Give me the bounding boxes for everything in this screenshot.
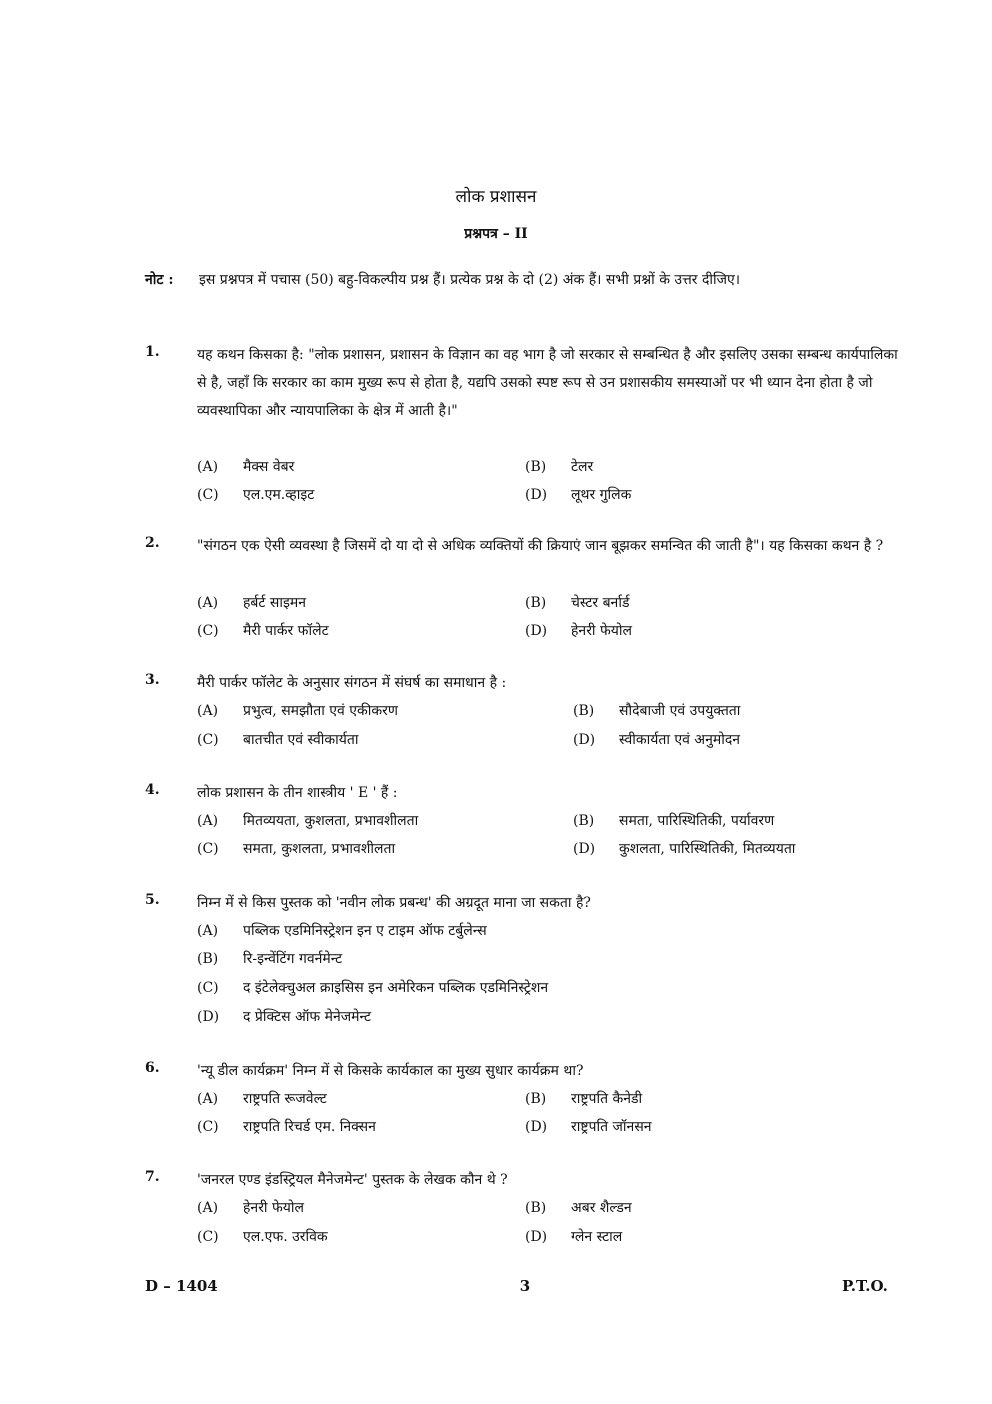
option-text: अबर शैल्डन <box>571 1200 632 1216</box>
option-text: हेनरी फेयोल <box>243 1200 305 1216</box>
option-b <box>197 945 342 973</box>
option-label: (B) <box>525 595 547 611</box>
option-d <box>197 1003 371 1031</box>
option-d <box>525 617 632 645</box>
option-label: (D) <box>525 1119 548 1135</box>
option-label: (A) <box>197 813 219 829</box>
option-c <box>197 617 329 645</box>
option-label: (B) <box>525 1091 547 1107</box>
option-label: (B) <box>573 813 595 829</box>
question-number: 5. <box>145 892 160 908</box>
paper-code: D – 1404 <box>145 1277 218 1295</box>
option-text: राष्ट्रपति जॉनसन <box>571 1119 652 1135</box>
option-label: (D) <box>573 841 596 857</box>
option-label: (D) <box>525 1229 548 1245</box>
page-title: लोक प्रशासन <box>455 187 537 207</box>
option-text: चेस्टर बर्नार्ड <box>571 595 630 611</box>
option-c <box>197 726 358 754</box>
option-text: एल.एफ. उरविक <box>243 1229 328 1245</box>
option-a <box>197 807 418 835</box>
option-text: राष्ट्रपति रिचर्ड एम. निक्सन <box>243 1119 376 1135</box>
question-text: मैरी पार्कर फॉलेट के अनुसार संगठन में संघर्ष का समाधान है : <box>197 675 507 691</box>
option-label: (C) <box>197 980 219 996</box>
option-label: (B) <box>573 703 595 719</box>
option-text: समता, पारिस्थितिकी, पर्यावरण <box>619 813 775 829</box>
question-text: निम्न में से किस पुस्तक को 'नवीन लोक प्रबन्ध' की अग्रदूत माना जा सकता है? <box>197 895 591 911</box>
option-c <box>197 835 395 863</box>
option-b <box>573 807 774 835</box>
option-label: (C) <box>197 1229 219 1245</box>
option-text: सौदेबाजी एवं उपयुक्तता <box>619 703 741 719</box>
option-text: कुशलता, पारिस्थितिकी, मितव्ययता <box>619 841 796 857</box>
option-b <box>525 589 629 617</box>
option-label: (C) <box>197 487 219 503</box>
option-label: (A) <box>197 1091 219 1107</box>
option-text: बातचीत एवं स्वीकार्यता <box>243 732 359 748</box>
option-text: रि-इन्वेंटिंग गवर्नमेन्ट <box>243 951 343 967</box>
option-label: (B) <box>525 1200 547 1216</box>
option-text: राष्ट्रपति रूजवेल्ट <box>243 1091 327 1107</box>
option-text: टेलर <box>571 459 594 475</box>
pto-label: P.T.O. <box>842 1277 888 1295</box>
option-label: (C) <box>197 623 219 639</box>
option-label: (C) <box>197 1119 219 1135</box>
question-number: 6. <box>145 1060 160 1076</box>
option-label: (C) <box>197 841 219 857</box>
option-a <box>197 589 306 617</box>
question-number: 2. <box>145 535 160 551</box>
option-d <box>525 1223 622 1251</box>
option-label: (A) <box>197 595 219 611</box>
option-d <box>573 835 795 863</box>
option-c <box>197 974 548 1002</box>
option-text: मितव्ययता, कुशलता, प्रभावशीलता <box>243 813 419 829</box>
option-label: (B) <box>525 459 547 475</box>
option-c <box>197 1223 328 1251</box>
option-text: द इंटेलेक्चुअल क्राइसिस इन अमेरिकन पब्लिक एडमिनिस्ट्रेशन <box>243 980 549 996</box>
option-text: समता, कुशलता, प्रभावशीलता <box>243 841 396 857</box>
option-text: ग्लेन स्टाल <box>571 1229 623 1245</box>
question-text: यह कथन किसका है: "लोक प्रशासन, प्रशासन के विज्ञान का वह भाग है जो सरकार से सम्बन्धित है और इसलिए उसका सम्बन्ध कार्यपालिका से है, जहाँ कि सरकार का काम मुख्य रूप से होता है, यद्यपि उसको स्पष्ट रूप से उन प्रशासकीय समस्याओं पर भी ध्यान देना होता है जो व्यवस्थापिका और न्यायपालिका के क्षेत्र में आती है।" <box>197 347 898 419</box>
option-label: (D) <box>197 1009 220 1025</box>
paper-subtitle: प्रश्नपत्र – II <box>464 226 528 242</box>
option-a <box>197 453 294 481</box>
option-text: मैक्स वेबर <box>243 459 295 475</box>
note-text: इस प्रश्नपत्र में पचास (50) बहु-विकल्पीय प्रश्न हैं। प्रत्येक प्रश्न के दो (2) अंक हैं। सभी प्रश्नों के उत्तर दीजिए। <box>199 272 741 288</box>
option-b <box>525 1194 632 1222</box>
question-text: 'न्यू डील कार्यक्रम' निम्न में से किसके कार्यकाल का मुख्य सुधार कार्यक्रम था? <box>197 1063 584 1079</box>
option-a <box>197 917 487 945</box>
option-b <box>525 453 593 481</box>
question-number: 1. <box>145 344 160 360</box>
option-d <box>525 481 631 509</box>
option-a <box>197 1194 304 1222</box>
option-c <box>197 1113 376 1141</box>
option-text: हेनरी फेयोल <box>571 623 633 639</box>
option-label: (D) <box>525 623 548 639</box>
option-c <box>197 481 314 509</box>
question-text: लोक प्रशासन के तीन शास्त्रीय ' E ' हैं : <box>197 785 398 801</box>
option-text: हर्बर्ट साइमन <box>243 595 307 611</box>
option-a <box>197 697 398 725</box>
question-number: 3. <box>145 672 160 688</box>
option-text: द प्रेक्टिस ऑफ मेनेजमेन्ट <box>243 1009 371 1025</box>
option-label: (A) <box>197 1200 219 1216</box>
option-text: एल.एम.व्हाइट <box>243 487 315 503</box>
option-text: प्रभुत्व, समझौता एवं एकीकरण <box>243 703 399 719</box>
option-label: (D) <box>525 487 548 503</box>
option-label: (A) <box>197 703 219 719</box>
option-label: (A) <box>197 923 219 939</box>
question-text: 'जनरल एण्ड इंडस्ट्रियल मैनेजमेन्ट' पुस्तक के लेखक कौन थे ? <box>197 1172 508 1188</box>
option-b <box>525 1085 642 1113</box>
question-number: 4. <box>145 782 160 798</box>
option-text: लूथर गुलिक <box>571 487 632 503</box>
option-label: (D) <box>573 732 596 748</box>
option-text: स्वीकार्यता एवं अनुमोदन <box>619 732 741 748</box>
option-label: (C) <box>197 732 219 748</box>
option-label: (A) <box>197 459 219 475</box>
option-b <box>573 697 740 725</box>
option-text: राष्ट्रपति कैनेडी <box>571 1091 643 1107</box>
note-label: नोट : <box>145 272 174 288</box>
option-d <box>525 1113 652 1141</box>
option-text: पब्लिक एडमिनिस्ट्रेशन इन ए टाइम ऑफ टर्बुलेन्स <box>243 923 487 939</box>
page-number: 3 <box>519 1277 531 1295</box>
question-number: 7. <box>145 1169 160 1185</box>
question-text: "संगठन एक ऐसी व्यवस्था है जिसमें दो या दो से अधिक व्यक्तियों की क्रियाएं जान बूझकर समन्वित की जाती है"। यह किसका कथन है ? <box>197 538 884 554</box>
option-d <box>573 726 740 754</box>
option-label: (B) <box>197 951 219 967</box>
option-text: मैरी पार्कर फॉलेट <box>243 623 329 639</box>
option-a <box>197 1085 327 1113</box>
